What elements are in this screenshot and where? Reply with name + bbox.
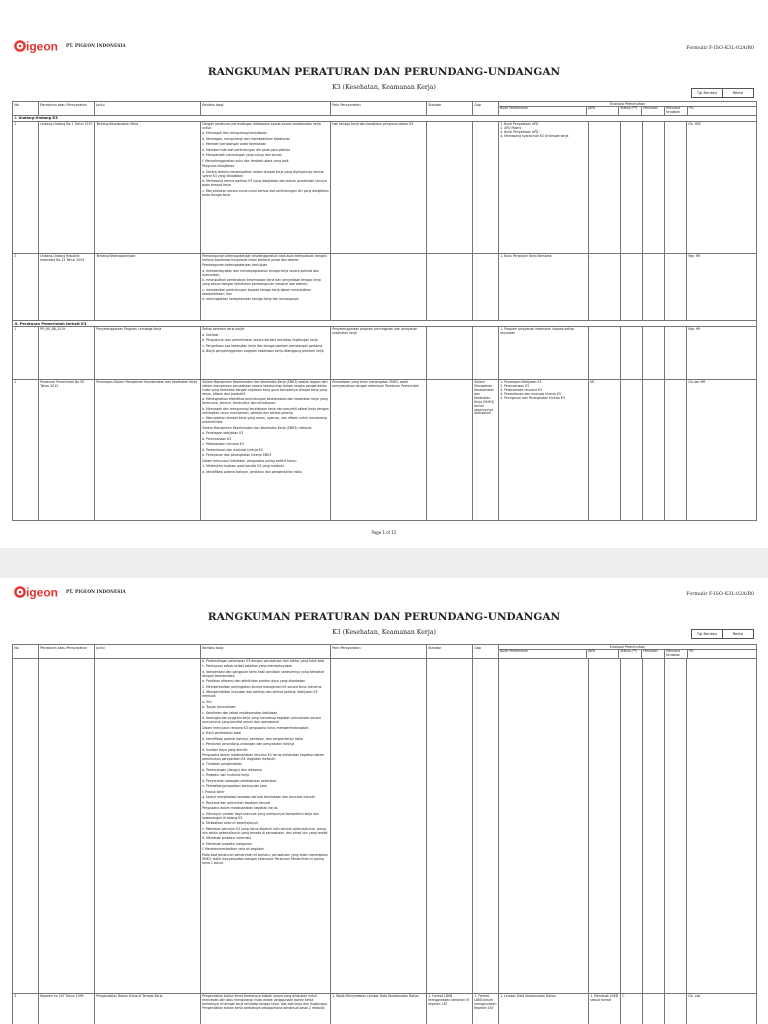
berlaku-line: f. Produk akhir (202, 789, 225, 794)
col-rencana: Rencana tindakan (665, 107, 688, 115)
table-row-continued (13, 659, 757, 994)
col-rencana: Rencana tindakan (665, 650, 688, 658)
berlaku-line: c. memberikan perlindungan kepada tenaga kerja dalam mewujudkan kesejahteraan; dan (202, 287, 311, 296)
cell-rencana (665, 994, 687, 1024)
cell-gap (473, 659, 499, 993)
cell-poin: Hak tenaga kerja dan kewajiban pengurus dalam K3 (331, 122, 427, 253)
cell-bukti: 1. Program pelayanan kesehatan kepada setiap karyawan (499, 327, 589, 379)
cell-status (621, 659, 643, 993)
cell-peraturan: Undang-Undang No 1 Tahun 1970 (39, 122, 95, 253)
berlaku-line: e. Pembelian/pengadaan barang dan jasa (202, 784, 267, 789)
berlaku-line: Dalam menyusun kebijakan, pengusaha paling sedikit harus: (202, 458, 297, 463)
tgl-berlaku-label: Tgl Berlaku (692, 89, 723, 97)
regulation-table (12, 644, 757, 1024)
table-row (13, 254, 757, 321)
berlaku-line: e. Memperoleh penerangan yang cukup dan sesuai (202, 153, 282, 158)
table-row (13, 380, 757, 521)
cell-pic: GA- HSE (687, 122, 757, 253)
cell-status (621, 254, 643, 320)
revisi-label: Revisi (732, 632, 744, 636)
berlaku-line: e. Peninjauan dan peningkatan kinerja SMK3 (202, 453, 272, 458)
cell-poin (331, 254, 427, 320)
cell-berlaku (201, 380, 331, 520)
cell-peraturan: PP_NO_88_2019 (39, 327, 95, 379)
col-standar: Standar (427, 102, 473, 115)
cell-gap: Sistem Manajemen Keselamatan dan Kesehatan Kerja (SMK3) belum sepenuhnya diterapkan (473, 380, 499, 520)
meta-box (691, 629, 754, 639)
cell-penilaian (643, 254, 665, 320)
col-peraturan: Peraturan atau Persyaratan (39, 645, 95, 658)
cell-standar (427, 254, 473, 320)
cell-judul: Penerapan Sistem Manajemen Keselamatan dan Kesehatan Kerja (95, 380, 201, 520)
cell-status (621, 122, 643, 253)
company-name: PT. PIGEON INDONESIA (66, 43, 126, 48)
cell-pic: Mgr. HR (687, 254, 757, 320)
cell-gap (473, 327, 499, 379)
cell-penilaian (643, 380, 665, 520)
cell-poin: Perusahaan yang telah menerapkan SMK3, wajib menyesuaikan dengan ketentuan Peraturan Pemerintah (331, 380, 427, 520)
cell-pic: Mgr. HR (687, 327, 757, 379)
cell-berlaku: Pengendalian bahan kimia berbahaya adalah upaya yang dilakukan untuk mencegah dan atau mengurangi risiko akibat penggunaan bahan kimia berbahaya di tempat kerja terhadap tenaga kerja, alat-alat kerja dan lingkungan. Pengendalian bahan kimia berbahaya sebagaimana dimaksud pasal 2 meliputi: (201, 994, 331, 1024)
col-bukti: Bukti Pemenuhan (499, 107, 587, 115)
svg-text:igeon: igeon (26, 585, 58, 600)
col-no: No (13, 102, 39, 115)
cell-no: 1 (13, 122, 39, 253)
berlaku-line: c. Pelaksanaan rencana K3 (202, 442, 244, 447)
cell-judul: Penyelenggaraan Program Lembaga Kerja (95, 327, 201, 379)
table-row (13, 122, 757, 254)
col-penilaian: Penilaian (642, 107, 665, 115)
cell-gap (473, 122, 499, 253)
cell-standar (427, 327, 473, 379)
cell-judul: Tentang Keselamatan Kerja (95, 122, 201, 253)
col-pic: PIC (689, 649, 695, 654)
berlaku-line: b. Mencegah dan mengurangi kecelakaan kerja dan penyakit akibat kerja dengan melibatkan unsur manajemen, pekerja dan serikat pekerja (202, 406, 329, 415)
berlaku-line: Setiap pemberi kerja wajib: (202, 327, 245, 332)
document-title: RANGKUMAN PERATURAN DAN PERUNDANG-UNDANGAN (207, 611, 561, 623)
berlaku-line: d. Memberi alat-alat perlindungan diri pada para pekerja (202, 147, 291, 152)
cell-rencana (665, 327, 687, 379)
table-header-row (13, 102, 757, 116)
regulation-table (12, 101, 757, 521)
cell-rencana (665, 122, 687, 253)
cell-jdih: NC (589, 380, 621, 520)
cell-rencana (665, 380, 687, 520)
page-number: Page 1 of 15 (371, 530, 397, 535)
berlaku-line: Pada saat peraturan pemerintah ini berlaku, perusahaan yang telah menerapkan SMK3, wajib menyesuaikan dengan ketentuan Peraturan Pemerintah ini paling lama 1 tahun. (202, 852, 328, 865)
cell-judul (95, 659, 201, 993)
berlaku-line: b. Pengukuran dan pemeriksaan secara berkala terhadap lingkungan kerja (202, 338, 318, 343)
col-poin: Poin Persyaratan (331, 102, 427, 115)
cell-pic: GA dan MR (687, 380, 757, 520)
col-pic: PIC (689, 106, 695, 111)
cell-no: 1 (13, 327, 39, 379)
berlaku-line: Dalam menyusun rencana K3 pengusaha harus mempertimbangkan: (202, 725, 310, 730)
cell-peraturan (39, 659, 95, 993)
berlaku-line: c. Membuat petunjuk K3 yang harus dipatuhi oleh seluruh pekerja/buruh, orang lain selain pekerja/buruh yang berada di perusahaan, dan pihak lain yang terkait (202, 826, 328, 835)
col-status: Status (**) (619, 650, 642, 658)
table-header-row (13, 645, 757, 659)
berlaku-line: a. Secara tertulis menempatkan dalam tempat kerja yang dipimpinnya semua syarat K3 yang diwajibkan (202, 169, 324, 178)
berlaku-line: Sistem Manajemen Keselamatan dan Kesehatan Kerja (SMK3) adalah bagian dari sistem manajemen perusahaan secara keseluruhan dalam rangka pengendalian risiko yang berkaitan dengan kegiatan kerja guna terciptanya tempat kerja yang aman, efisien dan produktif. (202, 380, 328, 396)
berlaku-line: d. Pemantauan dan evaluasi kinerja K3 (202, 447, 263, 452)
berlaku-line: Dengan peraturan perundangan ditetapkan syarat-syarat keselamatan kerja untuk: (202, 121, 321, 130)
cell-bukti: 1. Buku Perjanjian Kerja Bersama (499, 254, 589, 320)
berlaku-line: a. Visi (202, 699, 212, 704)
berlaku-line: h. Rencana dan pemulihan keadaan darurat (202, 800, 271, 805)
berlaku-line: d. Membuat prosedur informasi (202, 836, 251, 841)
berlaku-line: Sistem Manajemen Keselamatan dan Kesehatan Kerja (SMK3) meliputi: (202, 425, 313, 430)
section-peraturan-pemerintah: II. Peraturan Pemerintah terkait K3 (13, 321, 757, 327)
cell-standar (427, 122, 473, 253)
col-penilaian: Penilaian (642, 650, 665, 658)
pigeon-logo (14, 584, 60, 600)
berlaku-line: g. Upaya menghadapi keadaan darurat kecelakaan dan bencana industri (202, 795, 316, 800)
berlaku-line: b. Melibatkan seluruh pekerja/buruh (202, 821, 259, 826)
cell-berlaku (201, 327, 331, 379)
col-gap: Gap (473, 102, 499, 115)
section-undang-undang: I. Undang-Undang K3 (13, 116, 757, 122)
berlaku-line: c. Komitmen dan tekad melaksanakan kebijakan (202, 710, 278, 715)
berlaku-line: b. Tujuan perusahaan (202, 705, 236, 710)
berlaku-line: Pengurus diwajibkan: (202, 164, 236, 169)
cell-peraturan: Peraturan Pemerintah No 50 Tahun 2012 (39, 380, 95, 520)
cell-poin (331, 659, 427, 993)
cell-no: 2 (13, 254, 39, 320)
berlaku-line: b. mewujudkan pemerataan kesempatan kerja dan penyediaan tenaga kerja yang sesuai dengan kebutuhan pembangunan nasional dan daerah; (202, 278, 321, 287)
berlaku-line: 1. Melakukan tinjauan awal kondisi K3 yang meliputi: (202, 464, 285, 469)
form-code: Formulir F-ISO-K3L-02A/R0 (686, 592, 754, 597)
berlaku-line: b. Memasang semua gambar K3 yang diwajibkan dan bahan pembinaan lainnya pada tempat kerja (202, 179, 327, 188)
cell-peraturan: Undang-Undang Republik Indonesia No 13 Tahun 2003 (39, 254, 95, 320)
berlaku-line: d. Penyerahan sebagian pelaksanaan pekerjaan (202, 778, 277, 783)
col-no: No (13, 645, 39, 658)
berlaku-line: a. Hasil penelaahan awal (202, 731, 241, 736)
berlaku-line: a. Identifikasi potensi bahaya, penilaian dan pengendalian risiko (202, 469, 302, 474)
berlaku-line: d. meningkatkan kesejahteraan tenaga kerja dan keluarganya. (202, 297, 300, 302)
cell-pic: GA- Lab (687, 994, 757, 1024)
tgl-berlaku-label: Tgl Berlaku (692, 630, 723, 638)
berlaku-line: d. Kerangka dan program kerja yang mencakup kegiatan perusahaan secara menyeluruh yang bersifat umum dan operasional (202, 716, 321, 725)
berlaku-line: c. Prosedur dan instruksi kerja (202, 773, 249, 778)
cell-rencana (665, 254, 687, 320)
cell-jdih: 1. Membuat LDKB sesuai format (589, 994, 621, 1024)
cell-penilaian (643, 659, 665, 993)
cell-jdih: - (589, 254, 621, 320)
meta-box (691, 88, 754, 98)
berlaku-line: a. Menunjuk sumber daya manusia yang mempunyai kompetensi kerja dan kewenangan di bidang K3 (202, 811, 319, 820)
cell-berlaku (201, 254, 331, 320)
evaluasi-subheaders (499, 107, 756, 115)
cell-bukti: 1. Bukti Penyediaan APD 2. APD Matrix 3. Bukti Penyediaan APD 4. Memasang syarat/rule K3 di tempat kerja (499, 122, 589, 253)
col-jdih: JDPA (587, 650, 620, 658)
berlaku-line: a. Penetapan kebijakan K3 (202, 431, 244, 436)
berlaku-line: a. Sanitasi (202, 332, 219, 337)
table-row (13, 327, 757, 380)
form-code: Formulir F-ISO-K3L-02A/R0 (686, 46, 754, 51)
cell-penilaian (643, 994, 665, 1024)
berlaku-line: b. Perbandingan penerapan K3 dengan perusahaan dan sektor yang lebih baik (202, 658, 325, 663)
berlaku-line: Pengusaha dalam melaksanakan kegiatan harus: (202, 806, 279, 811)
col-evaluasi-group (499, 102, 757, 115)
col-jdih: JDPA (587, 107, 620, 115)
berlaku-line: a. Mencegah dan mengurangi kecelakaan (202, 131, 267, 136)
cell-standar: 1. Format LDKB menggunakan lampiran III kepmen 187 (427, 994, 473, 1024)
cell-judul: Tentang Ketenagakerjaan (95, 254, 201, 320)
berlaku-line: d. Kompensasi dan gangguan serta hasil penilaian sebelumnya yang berkaitan dengan keselamatan (202, 669, 325, 678)
cell-jdih: - (589, 122, 621, 253)
berlaku-line: Pembangunan ketenagakerjaan diselenggarakan atas asas keterpaduan dengan melalui koordinasi fungsional lintas sektoral pusat dan daerah. (202, 253, 327, 262)
col-evaluasi: Evaluasi Pemenuhan (499, 645, 756, 650)
berlaku-line: c. Peninjauan sebab akibat kejadian yang membahayakan (202, 664, 293, 669)
col-judul: Judul (95, 102, 201, 115)
berlaku-line: c. Menciptakan tempat kerja yang aman, nyaman, dan efisien untuk mendorong produktivitas (202, 416, 327, 425)
evaluasi-subheaders (499, 650, 756, 658)
berlaku-line: 2. Memperhatikan peningkatan kinerja manajemen K3 secara terus menerus (202, 684, 322, 689)
col-evaluasi: Evaluasi Pemenuhan (499, 102, 756, 107)
cell-berlaku (201, 122, 331, 253)
cell-penilaian (643, 122, 665, 253)
berlaku-line: a. memberdayakan dan mendayagunakan tenaga kerja secara optimal dan manusiawi; (202, 268, 320, 277)
berlaku-line: a. Tindakan pengendalian (202, 762, 243, 767)
cell-status (621, 327, 643, 379)
cell-status (621, 380, 643, 520)
cell-status: C (621, 994, 643, 1024)
berlaku-line: c. Peraturan perundang-undangan dan persyaratan lainnya (202, 742, 295, 747)
col-peraturan: Peraturan atau Persyaratan (39, 102, 95, 115)
company-name: PT. PIGEON INDONESIA (66, 589, 126, 594)
berlaku-line: Pembangunan ketenagakerjaan bertujuan: (202, 263, 269, 268)
document-subtitle: K3 (Kesehatan, Keamanan Kerja) (332, 629, 436, 636)
col-standar: Standar (427, 645, 473, 658)
berlaku-line: b. Perencanaan K3 (202, 436, 232, 441)
col-berlaku: Berlaku bagi (201, 645, 331, 658)
cell-jdih: - (589, 327, 621, 379)
col-judul: Judul (95, 645, 201, 658)
berlaku-line: c. Penyediaan pos kesehatan kerja dan tenaga pemberi pertolongan pertama (202, 343, 323, 348)
berlaku-line: b. Mencegah, mengurangi dan memadamkan kebakaran (202, 136, 291, 141)
col-gap: Gap (473, 645, 499, 658)
berlaku-line: Pengusaha dalam melaksanakan rencana K3 harus melakukan kegiatan dalam pemenuhan persyaratan K3. Kegiatan meliputi: (202, 753, 325, 761)
cell-gap: 1. Format LDKB belum menggunakan Kepmen 187 (473, 994, 499, 1024)
berlaku-line: d. Sumber daya yang dimiliki (202, 747, 248, 752)
cell-bukti: 1. Lembar Data Keselamatan Bahan (499, 994, 589, 1024)
berlaku-line: e. Membuat prosedur pelaporan (202, 841, 253, 846)
pigeon-logo (14, 38, 60, 54)
cell-rencana (665, 659, 687, 993)
berlaku-line: f. Mendokumentasikan seluruh kegiatan (202, 847, 264, 852)
col-status: Status (**) (619, 107, 642, 115)
cell-poin: Penyelenggaraan program pencegahan dan pelayanan kesehatan kerja (331, 327, 427, 379)
document-page-2 (0, 578, 768, 1024)
berlaku-line: c. Memberi pertolongan pada kecelakaan (202, 142, 267, 147)
cell-bukti: 1. Penetapan Kebijakan K3 2. Perencanaan K3 3. Pelaksanaan rencana K3 4. Pemantauan dan evaluasi kinerja K3 5. Peninjauan dan Peningkatan Kinerja K3 (499, 380, 589, 520)
table-row (13, 994, 757, 1024)
page-separator (0, 548, 768, 578)
berlaku-line: a. Meningkatkan efektifitas perlindungan keselamatan dan kesehatan kerja yang terencana, terukur, terstruktur dan terintegrasi (202, 397, 328, 406)
cell-pic (687, 659, 757, 993)
berlaku-line: d. Biaya penyelenggaraan program kesehatan kerja ditanggung pemberi kerja (202, 349, 324, 354)
berlaku-line: c. Menyediakan secara cuma-cuma semua alat perlindungan diri yang diwajibkan pada tenaga kerja (202, 188, 329, 197)
cell-judul: Pengendalian Bahan Kimia di Tempat Kerja (95, 994, 201, 1024)
document-subtitle: K3 (Kesehatan, Keamanan Kerja) (332, 84, 436, 91)
col-poin: Poin Persyaratan (331, 645, 427, 658)
berlaku-line: b. Identifikasi potensi bahaya, penilaian, dan pengendalian risiko (202, 736, 303, 741)
cell-gap (473, 254, 499, 320)
col-bukti: Bukti Pemenuhan (499, 650, 587, 658)
cell-poin: 1. Wajib Menyediakan Lembar Data Keselamatan Bahan (331, 994, 427, 1024)
berlaku-line: e. Penilaian efisiensi dan efektivitas sumber daya yang disediakan (202, 679, 306, 684)
berlaku-line: b. Perancangan (design) dan rekayasa (202, 767, 262, 772)
cell-no: 3 (13, 994, 39, 1024)
cell-jdih (589, 659, 621, 993)
svg-text:igeon: igeon (26, 39, 58, 54)
cell-no (13, 659, 39, 993)
berlaku-line: 3. Memperhatikan masukan dari pekerja dan serikat pekerja. Kebijakan K3 memuat: (202, 690, 318, 699)
cell-peraturan: Kepmen no 187 Tahun 1999 (39, 994, 95, 1024)
cell-bukti (499, 659, 589, 993)
cell-standar (427, 380, 473, 520)
cell-no: 2 (13, 380, 39, 520)
cell-standar (427, 659, 473, 993)
revisi-label: Revisi (732, 91, 744, 95)
berlaku-line: f. Menyelenggarakan suhu dan lembab udara yang baik (202, 158, 289, 163)
cell-berlaku (201, 659, 331, 993)
col-evaluasi-group (499, 645, 757, 658)
cell-penilaian (643, 327, 665, 379)
document-title: RANGKUMAN PERATURAN DAN PERUNDANG-UNDANGAN (207, 66, 561, 78)
col-berlaku: Berlaku bagi (201, 102, 331, 115)
